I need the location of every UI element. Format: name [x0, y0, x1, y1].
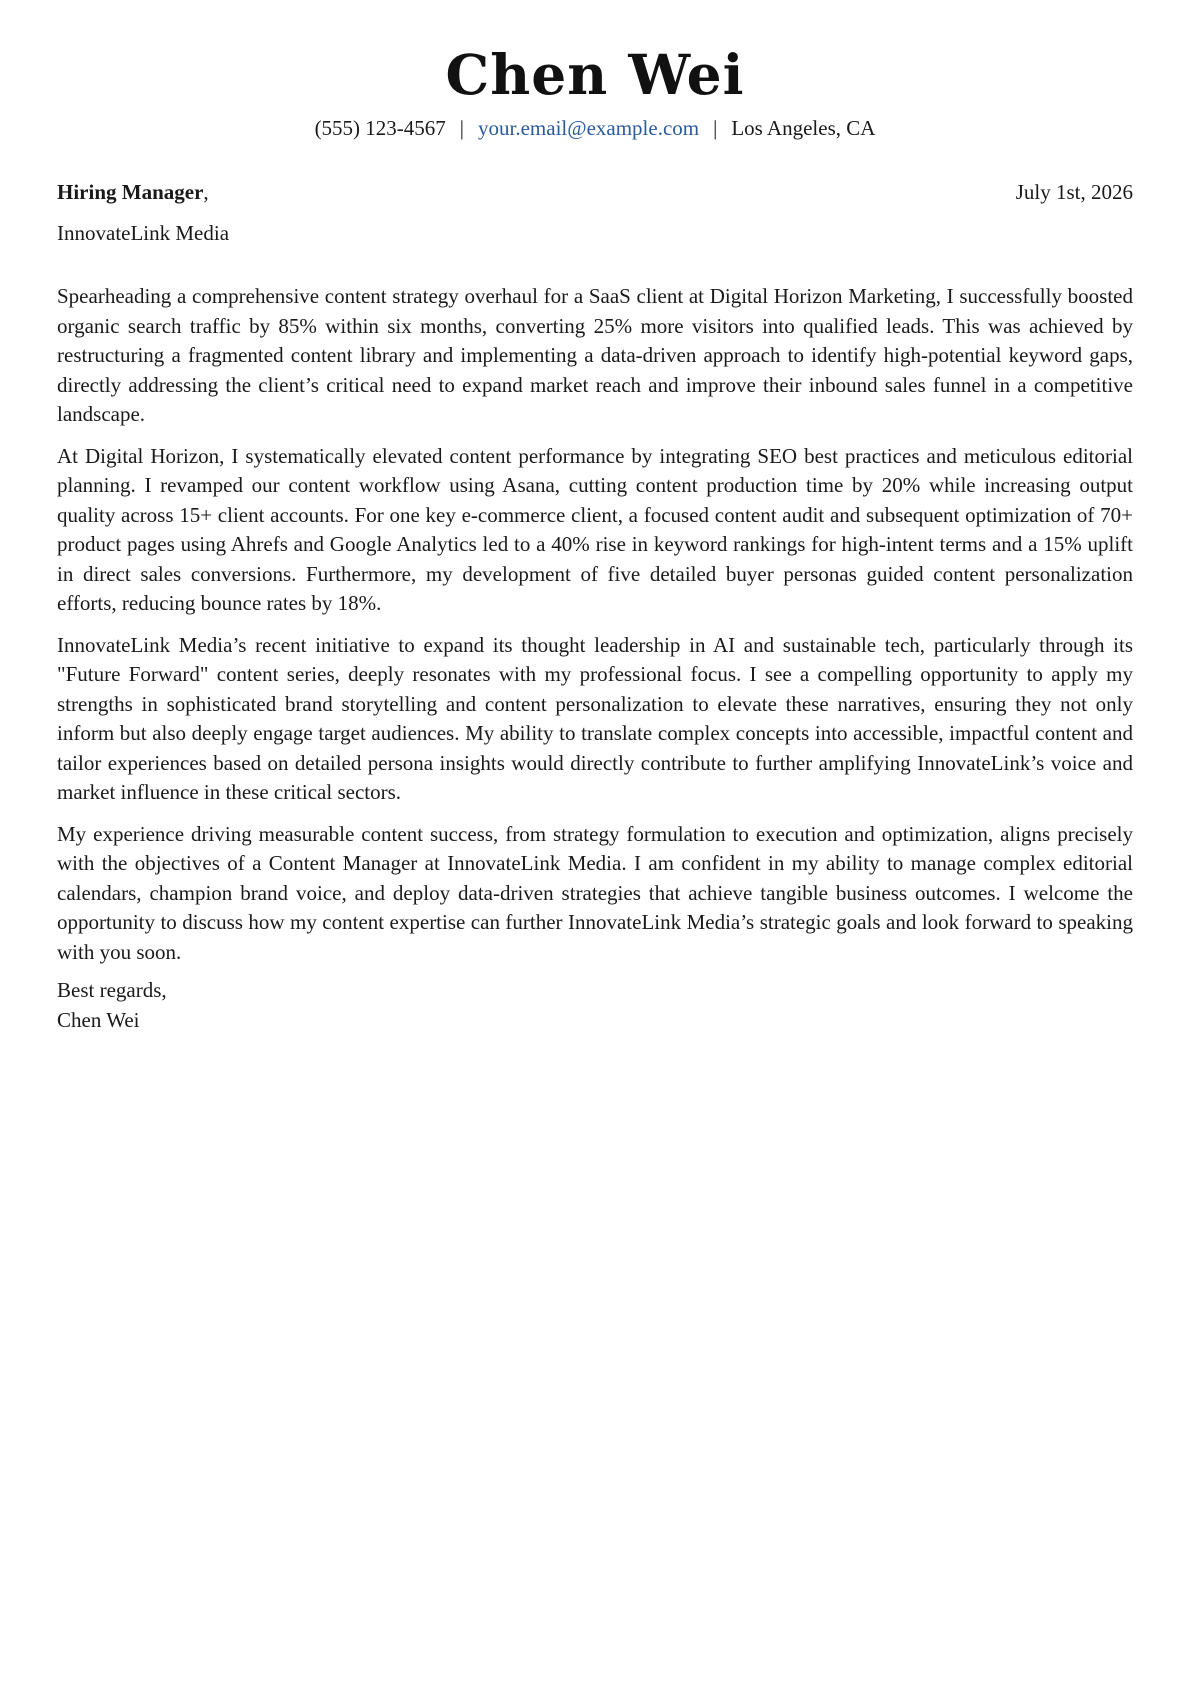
recipient-title-text: Hiring Manager	[57, 180, 204, 204]
body-paragraph: Spearheading a comprehensive content strategy overhaul for a SaaS client at Digital Horizon Marketing, I successfully boosted organic search traffic by 85% within six months, converting 25% more visitors into qualified leads. This was achieved by restructuring a fragmented content library and implementing a data-driven approach to identify high-potential keyword gaps, directly addressing the client’s critical need to expand market reach and improve their inbound sales funnel in a competitive landscape.	[57, 284, 1133, 426]
letter-body	[57, 282, 1133, 979]
recipient-title-comma: ,	[203, 180, 209, 204]
body-paragraph: InnovateLink Media’s recent initiative to expand its thought leadership in AI and sustainable tech, particularly through its "Future Forward" content series, deeply resonates with my professional focus. I see a compelling opportunity to apply my strengths in sophisticated brand storytelling and content personalization to elevate these narratives, ensuring they not only inform but also deeply engage target audiences. My ability to translate complex concepts into accessible, impactful content and tailor experiences based on detailed persona insights would directly contribute to further amplifying InnovateLink’s voice and market influence in these critical sectors.	[57, 632, 1133, 804]
phone-number: (555) 123-4567	[314, 116, 446, 140]
letter-closing	[57, 976, 167, 1035]
body-paragraph: My experience driving measurable content success, from strategy formulation to execution and optimization, aligns precisely with the objectives of a Content Manager at InnovateLink Media. I am confident in my ability to manage complex editorial calendars, champion brand voice, and deploy data-driven strategies that achieve tangible business outcomes. I welcome the opportunity to discuss how my content expertise can further InnovateLink Media’s strategic goals and look forward to speaking with you soon.	[57, 821, 1133, 964]
body-paragraph: At Digital Horizon, I systematically elevated content performance by integrating SEO best practices and meticulous editorial planning. I revamped our content workflow using Asana, cutting content production time by 20% while increasing output quality across 15+ client accounts. For one key e-commerce client, a focused content audit and subsequent optimization of 70+ product pages using Ahrefs and Google Analytics led to a 40% rise in keyword rankings for high-intent terms and a 15% uplift in direct sales conversions. Furthermore, my development of five detailed buyer personas guided content personalization efforts, reducing bounce rates by 18%.	[57, 443, 1133, 615]
contact-separator: |	[713, 116, 718, 140]
letter-date: July 1st, 2026	[1015, 180, 1133, 204]
location: Los Angeles, CA	[731, 116, 876, 140]
recipient-company: InnovateLink Media	[57, 221, 230, 245]
sender-name: Chen Wei	[445, 42, 745, 107]
contact-line	[57, 113, 1133, 143]
email-link[interactable]: your.email@example.com	[478, 116, 700, 140]
closing-salutation: Best regards,	[57, 978, 167, 1002]
contact-separator: |	[459, 116, 465, 140]
closing-signature: Chen Wei	[57, 1007, 140, 1032]
recipient-title	[57, 177, 209, 207]
